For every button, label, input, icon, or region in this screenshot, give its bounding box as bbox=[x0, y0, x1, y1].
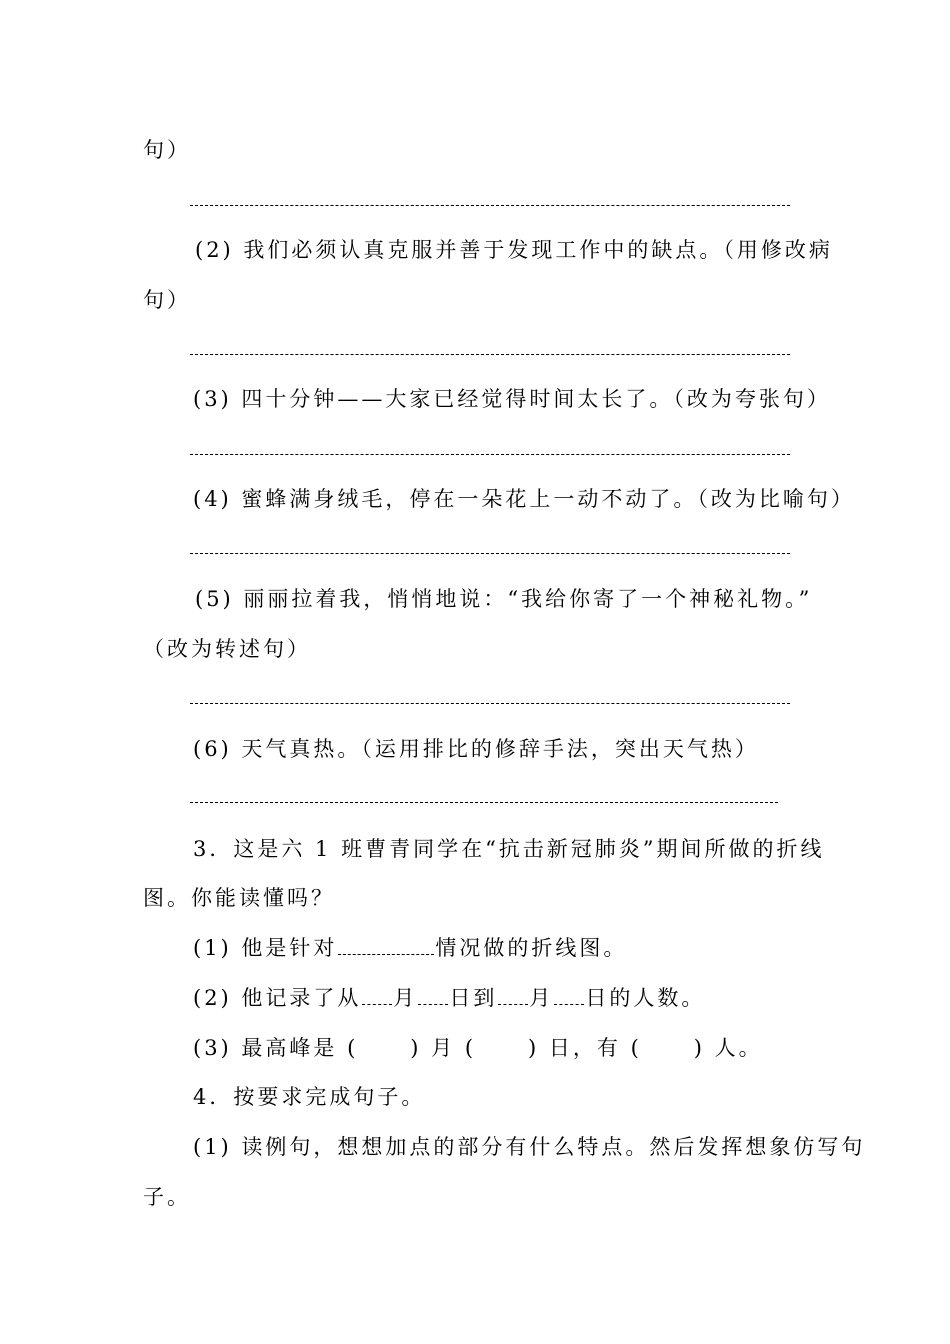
item-3-day: ) 日，有 ( bbox=[528, 1036, 642, 1060]
question-2-line-1: (2) 我们必须认真克服并善于发现工作中的缺点。（用修改病 bbox=[195, 238, 833, 262]
question-5-line-1: (5) 丽丽拉着我，悄悄地说：“我给你寄了一个神秘礼物。” bbox=[195, 587, 813, 611]
section-4-heading: 4．按要求完成句子。 bbox=[193, 1085, 426, 1109]
answer-line-1[interactable] bbox=[190, 205, 790, 206]
blank-start-day[interactable] bbox=[418, 1002, 448, 1005]
blank-end-month[interactable] bbox=[498, 1002, 528, 1005]
answer-line-4[interactable] bbox=[190, 553, 790, 554]
question-2-line-2: 句） bbox=[143, 288, 191, 312]
question-4: (4) 蜜蜂满身绒毛，停在一朵花上一动不动了。（改为比喻句） bbox=[193, 487, 855, 511]
item-2-month-1: 月 bbox=[393, 986, 418, 1010]
question-6: (6) 天气真热。（运用排比的修辞手法，突出天气热） bbox=[193, 737, 759, 761]
blank-end-day[interactable] bbox=[554, 1002, 584, 1005]
question-3: (3) 四十分钟——大家已经觉得时间太长了。（改为夸张句） bbox=[193, 387, 831, 411]
item-3-month: ) 月 ( bbox=[410, 1036, 477, 1060]
item-1-prefix: (1) 他是针对 bbox=[193, 936, 338, 960]
answer-line-6[interactable] bbox=[190, 802, 778, 803]
item-2-month-2: 月 bbox=[529, 986, 554, 1010]
line-ju-continuation: 句） bbox=[143, 138, 191, 162]
blank-situation[interactable] bbox=[338, 952, 434, 955]
section-3-line-1: 3．这是六 1 班曹青同学在“抗击新冠肺炎”期间所做的折线 bbox=[193, 837, 825, 861]
blank-start-month[interactable] bbox=[362, 1002, 392, 1005]
section-3-item-1 bbox=[193, 938, 627, 959]
section-4-item-1-line-2: 子。 bbox=[143, 1185, 191, 1209]
answer-line-5[interactable] bbox=[190, 703, 790, 704]
question-5-line-2: （改为转述句） bbox=[143, 637, 311, 661]
section-3-item-3 bbox=[193, 1038, 763, 1059]
section-3-item-2 bbox=[193, 988, 705, 1009]
item-3-suffix: ) 人。 bbox=[693, 1036, 763, 1060]
item-2-day-1: 日到 bbox=[449, 986, 498, 1010]
item-3-prefix: (3) 最高峰是 ( bbox=[193, 1036, 359, 1060]
answer-line-3[interactable] bbox=[190, 454, 790, 455]
section-4-item-1-line-1: (1) 读例句，想想加点的部分有什么特点。然后发挥想象仿写句 bbox=[193, 1135, 866, 1159]
section-3-line-2: 图。你能读懂吗？ bbox=[143, 886, 335, 910]
answer-line-2[interactable] bbox=[190, 354, 790, 355]
item-1-suffix: 情况做的折线图。 bbox=[435, 936, 628, 960]
item-2-day-2: 日的人数。 bbox=[585, 986, 706, 1010]
item-2-prefix: (2) 他记录了从 bbox=[193, 986, 362, 1010]
